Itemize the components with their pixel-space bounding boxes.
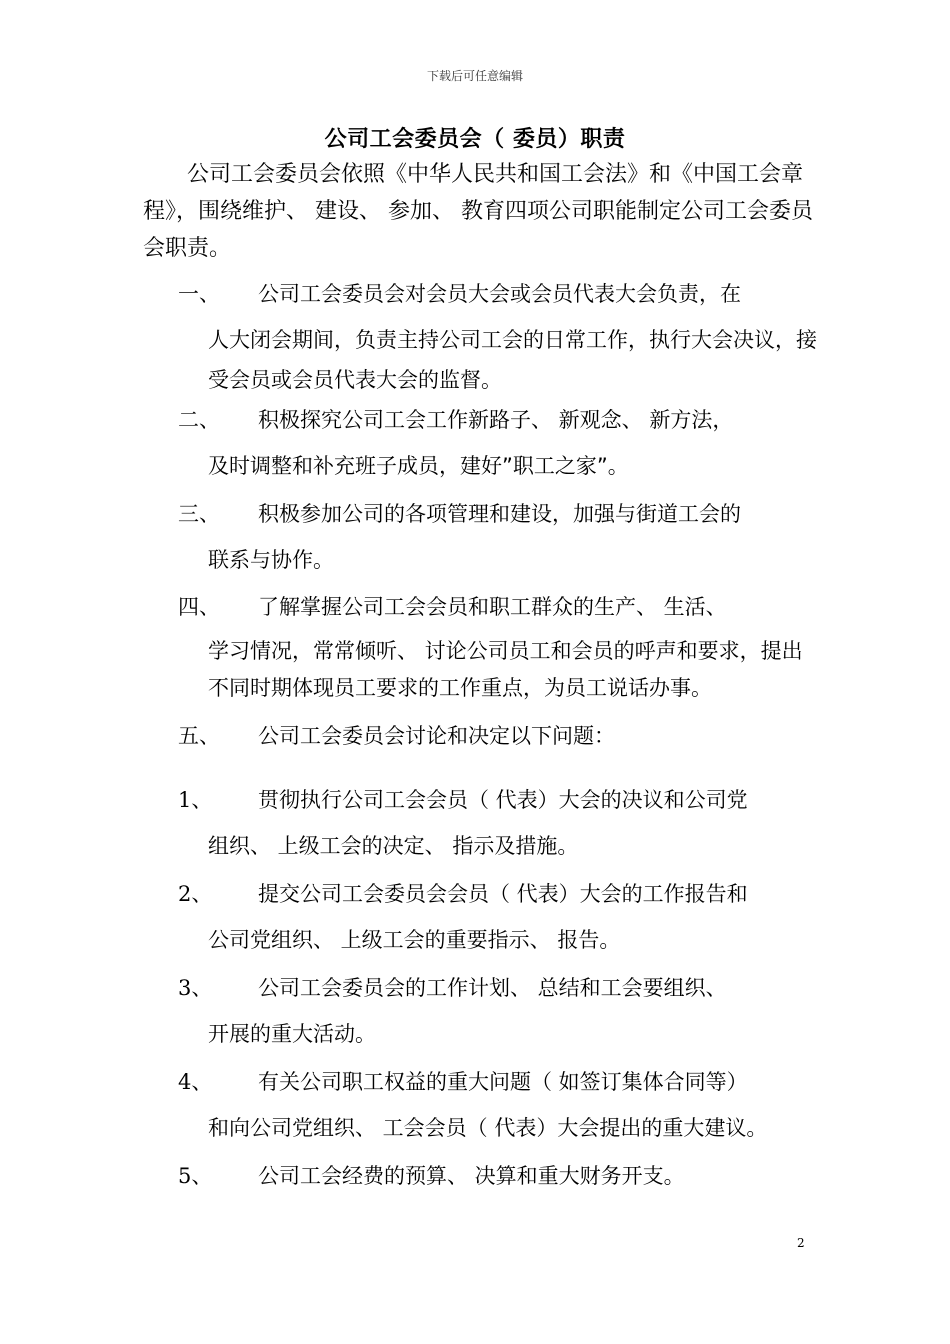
duty-item-3 (178, 494, 818, 580)
sub-item-2 (178, 874, 818, 960)
item-text-first-line: 贯彻执行公司工会会员（ 代表）大会的决议和公司党 (258, 788, 748, 812)
item-marker: 5、 (178, 1164, 213, 1188)
item-text-continuation: 学习情况，常常倾听、 讨论公司员工和会员的呼声和要求，提出不同时期体现员工要求的工作重点，为员工说话办事。 (208, 639, 803, 700)
item-marker: 三、 (178, 502, 220, 526)
item-text-first-line: 积极参加公司的各项管理和建设，加强与街道工会的 (258, 502, 741, 526)
intro-paragraph: 公司工会委员会依照《中华人民共和国工会法》和《中国工会章程》，围绕维护、 建设、 参加、 教育四项公司职能制定公司工会委员会职责。 (143, 162, 813, 261)
page-number: 2 (797, 1236, 805, 1250)
item-text-first-line: 公司工会委员会的工作计划、 总结和工会要组织、 (258, 976, 727, 1000)
item-text-continuation: 和向公司党组织、 工会会员（ 代表）大会提出的重大建议。 (208, 1116, 768, 1140)
item-marker: 4、 (178, 1070, 213, 1094)
duty-item-2 (178, 400, 818, 486)
item-text-continuation: 人大闭会期间，负责主持公司工会的日常工作，执行大会决议，接受会员或会员代表大会的监督。 (208, 328, 817, 392)
item-text-continuation: 公司党组织、 上级工会的重要指示、 报告。 (208, 928, 621, 952)
item-marker: 1、 (178, 788, 213, 812)
duty-item-5 (178, 716, 818, 756)
document-title: 公司工会委员会（ 委员）职责 (324, 127, 626, 152)
item-marker: 二、 (178, 408, 220, 432)
duty-item-1 (178, 274, 818, 400)
duty-item-4 (178, 587, 818, 707)
item-text-first-line: 公司工会委员会讨论和决定以下问题： (258, 724, 615, 748)
item-marker: 四、 (178, 595, 220, 619)
item-marker: 一、 (178, 282, 220, 306)
item-text-first-line: 提交公司工会委员会会员（ 代表）大会的工作报告和 (258, 882, 748, 906)
item-text-first-line: 了解掌握公司工会会员和职工群众的生产、 生活、 (258, 595, 727, 619)
item-text-first-line: 积极探究公司工会工作新路子、 新观念、 新方法， (258, 408, 734, 432)
item-marker: 五、 (178, 724, 220, 748)
header-note: 下载后可任意编辑 (426, 69, 523, 83)
item-text-first-line: 公司工会经费的预算、 决算和重大财务开支。 (258, 1164, 685, 1188)
item-text-continuation: 联系与协作。 (208, 548, 334, 572)
sub-item-1 (178, 780, 818, 866)
item-text-continuation: 组织、 上级工会的决定、 指示及措施。 (208, 834, 579, 858)
item-marker: 3、 (178, 976, 213, 1000)
sub-item-5 (178, 1156, 818, 1196)
item-text-first-line: 公司工会委员会对会员大会或会员代表大会负责，在 (258, 282, 741, 306)
sub-item-4 (178, 1062, 818, 1148)
sub-item-3 (178, 968, 818, 1054)
item-text-continuation: 开展的重大活动。 (208, 1022, 376, 1046)
item-text-continuation: 及时调整和补充班子成员，建好”职工之家”。 (208, 454, 629, 478)
item-text-first-line: 有关公司职工权益的重大问题（ 如签订集体合同等） (258, 1070, 748, 1094)
item-marker: 2、 (178, 882, 213, 906)
